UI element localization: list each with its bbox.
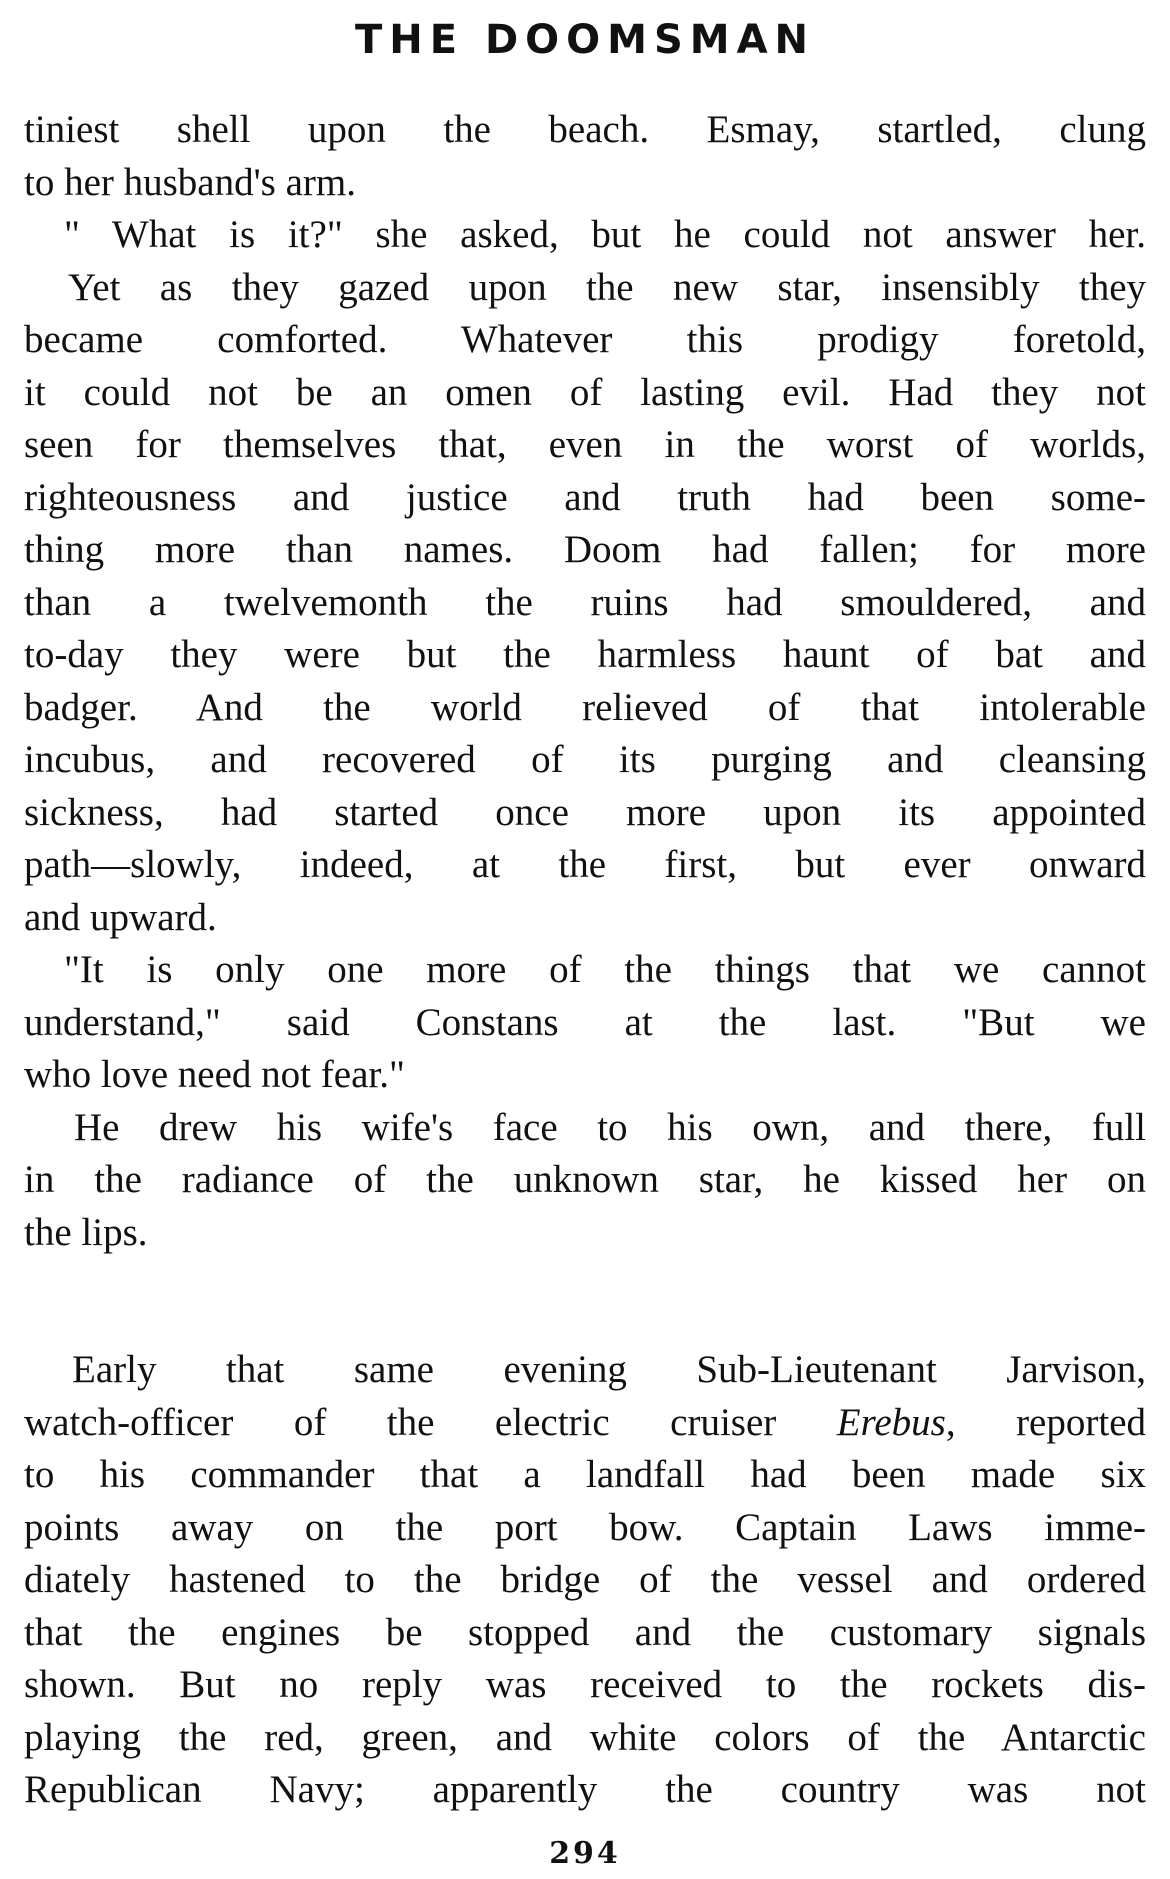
text-line: seen for themselves that, even in the worst of worlds, [24,423,1146,466]
page-number: 294 [549,1836,621,1871]
text-line: who love need not fear." [24,1053,405,1096]
text-line: to his commander that a landfall had been made six [24,1453,1146,1496]
text-line: thing more than names. Doom had fallen; for more [24,528,1146,571]
text-line: than a twelvemonth the ruins had smouldered, and [24,580,1146,624]
text-line: that the engines be stopped and the customary signals [24,1610,1146,1654]
text-line: diately hastened to the bridge of the vessel and ordered [24,1558,1146,1601]
running-title: THE DOOMSMAN [354,17,816,63]
text-line: it could not be an omen of lasting evil. Had they not [24,370,1146,414]
text-line: " What is it?" she asked, but he could not answer her. [64,213,1146,256]
text-line: playing the red, green, and white colors of the Antarctic [24,1715,1146,1759]
text-line: and upward. [24,895,217,939]
text-line: in the radiance of the unknown star, he kissed her on [24,1158,1146,1201]
section-two [24,1344,1146,1817]
text-line: righteousness and justice and truth had been some- [24,475,1146,519]
text-line: to her husband's arm. [24,160,356,204]
text-line: Republican Navy; apparently the country was not [24,1768,1146,1811]
text-line-with-ship-name [24,1397,1146,1450]
text-line: path—slowly, indeed, at the first, but ever onward [24,843,1146,886]
text-line: "It is only one more of the things that we cannot [64,948,1146,991]
text-line: to-day they were but the harmless haunt of bat and [24,633,1146,676]
text-line: Early that same evening Sub-Lieutenant Jarvison, [72,1348,1146,1391]
section-one [24,104,1146,1259]
text-line: He drew his wife's face to his own, and there, full [74,1105,1146,1149]
text-line: shown. But no reply was received to the rockets dis- [24,1663,1146,1706]
text-fragment: watch-officer of the electric cruiser [24,1400,837,1444]
text-line: badger. And the world relieved of that intolerable [24,685,1146,729]
text-line: the lips. [24,1210,148,1254]
text-line: incubus, and recovered of its purging and cleansing [24,738,1146,781]
ship-name: Erebus [836,1400,946,1444]
text-line: Yet as they gazed upon the new star, insensibly they [68,265,1146,309]
text-line: became comforted. Whatever this prodigy foretold, [24,318,1146,361]
text-line: points away on the port bow. Captain Laws imme- [24,1505,1146,1549]
text-fragment: , reported [945,1400,1146,1444]
text-line: sickness, had started once more upon its appointed [24,790,1146,834]
text-line: understand," said Constans at the last. "But we [24,1000,1146,1044]
text-line: tiniest shell upon the beach. Esmay, startled, clung [24,108,1146,151]
